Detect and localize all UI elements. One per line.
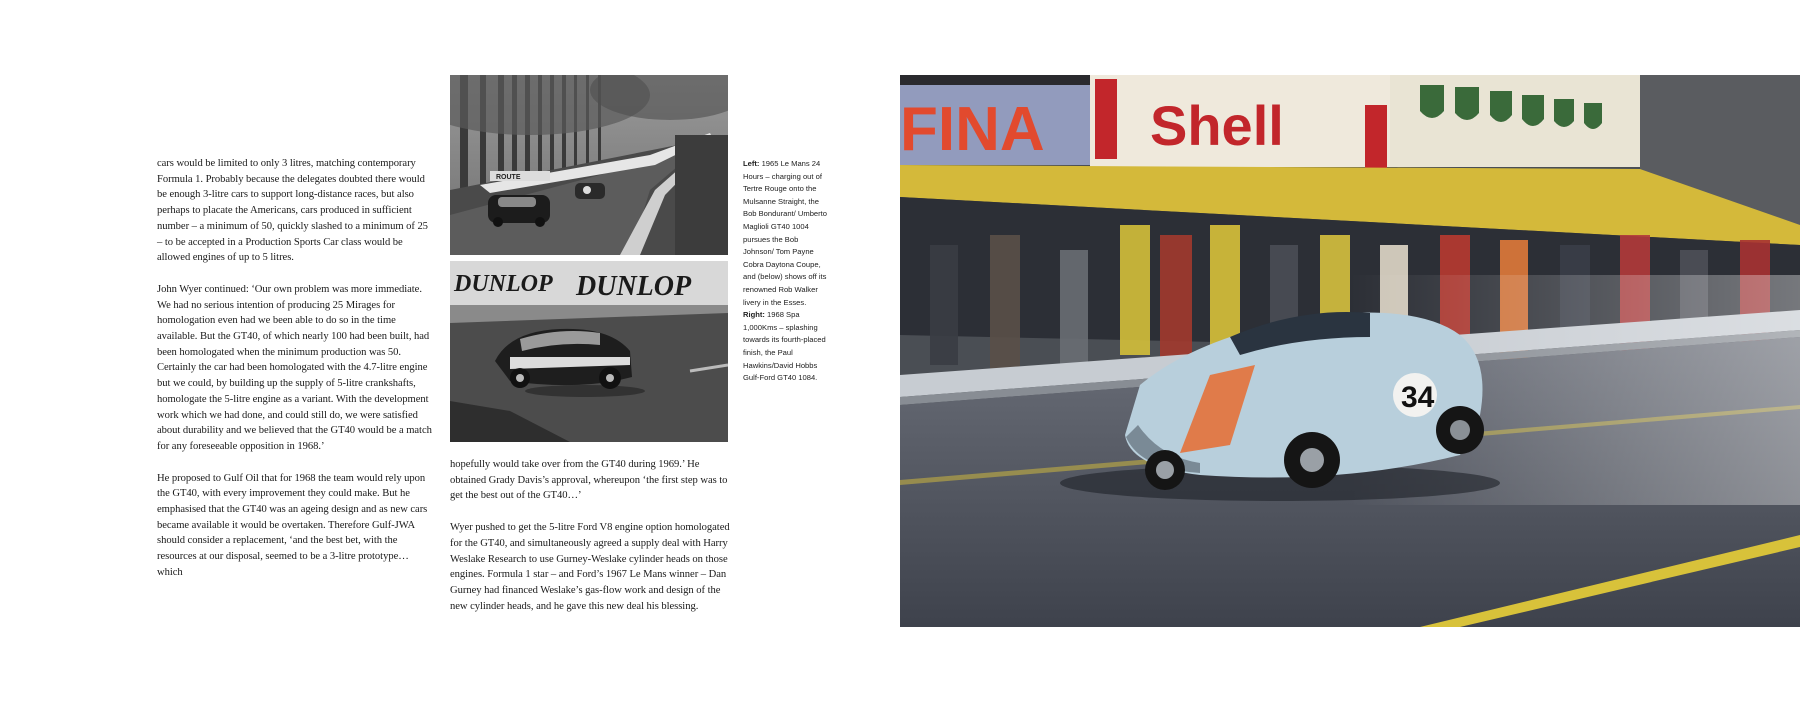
photo-le-mans-mulsanne <box>450 75 728 255</box>
paragraph: Wyer pushed to get the 5-litre Ford V8 engine option homologated for the GT40, and simultaneously agreed a supply deal with Harry Weslake Research to use Gurney-Weslake cylinder heads on those engines. Formula 1 star – and Ford’s 1967 Le Mans winner – Dan Gurney had financed Weslake’s gas-flow work and design of the new cylinder heads, and he gave this new deal his blessing. <box>450 522 730 612</box>
dunlop-banner-text: DUNLOP <box>576 271 692 302</box>
fina-sign-text: FINA <box>900 95 1045 164</box>
photo-caption <box>743 158 829 385</box>
photo-spa-gulf-gt40 <box>900 75 1800 627</box>
car-number: 34 <box>1401 381 1435 414</box>
banner-text: ROUTE <box>496 174 521 181</box>
photo-le-mans-esses <box>450 261 728 442</box>
caption-left-text: 1965 Le Mans 24 Hours – charging out of Tertre Rouge onto the Mulsanne Straight, the Bob Bondurant/ Umberto Maglioli GT40 1004 pursues the Bob Johnson/ Tom Payne Cobra Daytona Coupe, and (below) shows off its renowned Rob Walker livery in the Esses. <box>743 159 828 307</box>
dunlop-banner-text: DUNLOP <box>454 271 553 297</box>
shell-sign-text: Shell <box>1150 94 1284 157</box>
caption-right-text: 1968 Spa 1,000Kms – splashing towards its fourth-placed finish, the Paul Hawkins/David Hobbs Gulf-Ford GT40 1084. <box>743 310 826 383</box>
paragraph: hopefully would take over from the GT40 during 1969.’ He obtained Grady Davis’s approval, whereupon ‘the first step was to get the best out of the GT40…’ <box>450 459 728 502</box>
paragraph: He proposed to Gulf Oil that for 1968 the team would rely upon the GT40, with every improvement they could make. But he emphasised that the GT40 was an ageing design and as new cars became available it would be overtaken. Therefore Gulf-JWA should consider a replacement, ‘and the best bet, with the resources at our disposal, seemed to be a 3-litre prototype… which <box>157 472 428 578</box>
left-text-column <box>157 156 435 597</box>
caption-right-label: Right: <box>743 310 765 320</box>
paragraph: cars would be limited to only 3 litres, matching contemporary Formula 1. Probably because the delegates doubted there would be enough 3-litre cars to support long-distance races, but also perhaps to placate the Americans, cars produced in sufficient number – a minimum of 50, quickly slashed to a minimum of 25 – to be accepted in a Production Sports Car class would be allowed engines of up to 5 litres. <box>157 158 428 264</box>
caption-left-label: Left: <box>743 159 760 168</box>
middle-text-column <box>450 457 730 630</box>
paragraph: John Wyer continued: ‘Our own problem was more immediate. We had no serious intention of producing 25 Mirages for homologation even had we been able to do so in the time available. But the GT40, of which nearly 100 had been built, had been homologated when the minimum production was 50. Certainly the car had been homologated with the 4.7-litre engine but we could, by building up the supply of 5-litre crankshafts, homologate the 5-litre engine as a variant. With the development work which we had done, and could still do, we were satisfied about durability and we believed that the GT40 would be a match for any foreseeable opposition in 1968.’ <box>157 283 432 452</box>
